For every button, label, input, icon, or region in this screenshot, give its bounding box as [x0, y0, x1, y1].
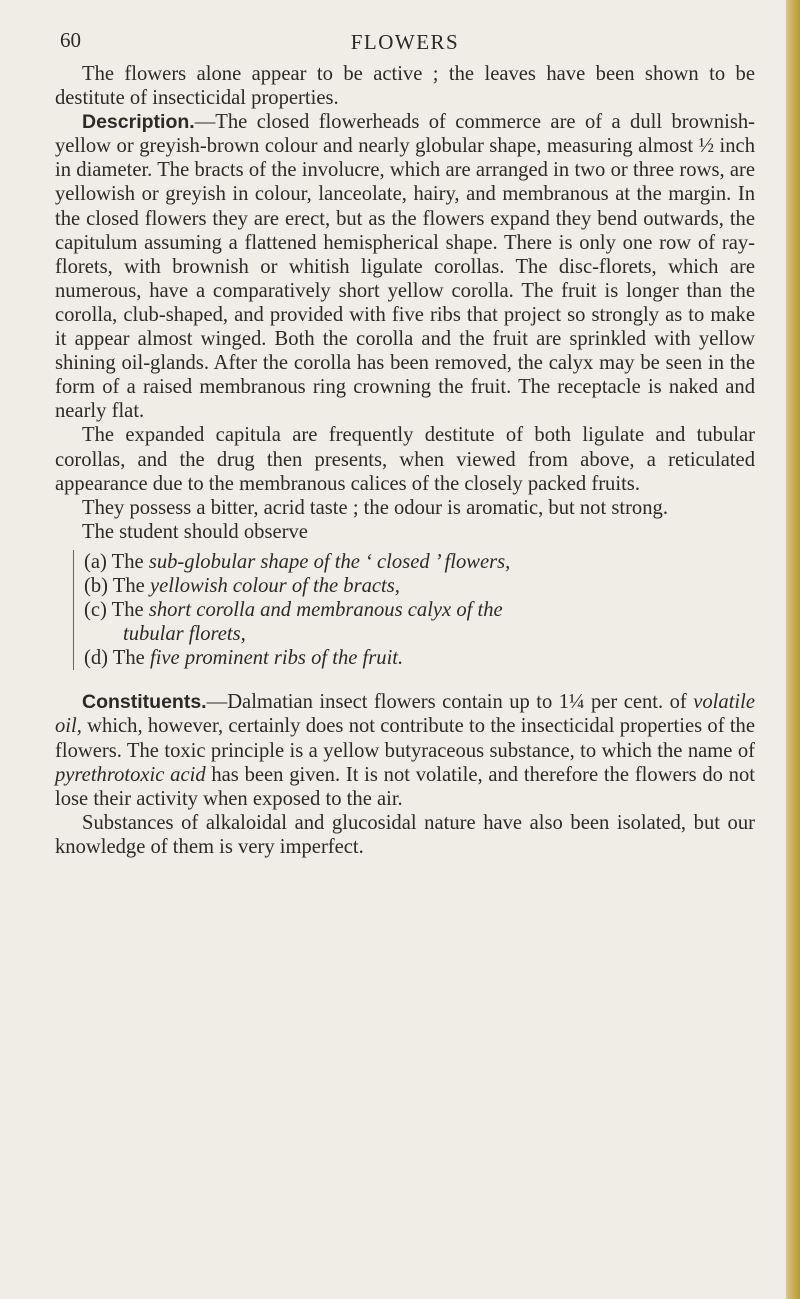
observe-list: [73, 550, 755, 670]
expanded-capitula-paragraph: The expanded capitula are frequently destitute of both ligulate and tubular corollas, and the drug then presents, when viewed from above, a reticulated appearance due to the membranous calices of the closely packed fruits.: [55, 424, 755, 495]
list-item: (d) The five prominent ribs of the fruit.: [84, 647, 404, 670]
page-header: [55, 28, 755, 62]
page-number: 60: [60, 28, 81, 52]
list-item-continuation: tubular florets,: [123, 623, 246, 646]
page-edge: [786, 0, 800, 1299]
list-item: (c) The short corolla and membranous calyx of the: [84, 599, 503, 622]
description-heading: Description.: [82, 111, 195, 134]
list-item: (a) The sub-globular shape of the ‘ closed ’ flowers,: [84, 550, 511, 573]
intro-paragraph: The flowers alone appear to be active ; the leaves have been shown to be destitute of insecticidal properties.: [55, 63, 755, 110]
running-head: FLOWERS: [350, 30, 460, 54]
volatile-oil-term: volatile oil,: [55, 691, 755, 738]
constituents-paragraph: Constituents.—Dalmatian insect flowers contain up to 1¼ per cent. of volatile oil, which, however, certainly does not contribute to the insecticidal properties of the flowers. The toxic principle is a yellow butyraceous substance, to which the name of pyrethrotoxic acid has been given. It is not volatile, and therefore the flowers do not lose their activity when exposed to the air.: [55, 691, 755, 810]
constituents-heading: Constituents.: [82, 691, 207, 714]
description-paragraph: [55, 110, 755, 423]
pyrethrotoxic-acid-term: pyrethrotoxic acid: [55, 763, 206, 786]
taste-paragraph: They possess a bitter, acrid taste ; the odour is aromatic, but not strong.: [82, 496, 668, 519]
observe-intro: The student should observe: [82, 520, 308, 543]
list-item: (b) The yellowish colour of the bracts,: [84, 574, 400, 597]
description-text: —The closed flowerheads of commerce are of a dull brownish-yellow or greyish-brown colour and nearly globular shape, measuring almost ½ inch in diameter. The bracts of the involucre, which are arranged in two or three rows, are yellowish or greyish in colour, lanceolate, hairy, and membranous at the margin. In the closed flowers they are erect, but as the flowers expand they bend outwards, the capitulum assuming a flattened hemispherical shape. There is only one row of ray-florets, with brownish or whitish ligulate corollas. The disc-florets, which are numerous, have a comparatively short yellow corolla. The fruit is longer than the corolla, club-shaped, and provided with five ribs that project so strongly as to make it appear almost winged. Both the corolla and the fruit are sprinkled with yellow shining oil-glands. After the corolla has been removed, the calyx may be seen in the form of a raised membranous ring crowning the fruit. The receptacle is naked and nearly flat.: [55, 111, 755, 423]
substances-paragraph: Substances of alkaloidal and glucosidal nature have also been isolated, but our knowledge of them is very imperfect.: [55, 811, 755, 858]
book-page: [55, 28, 755, 859]
